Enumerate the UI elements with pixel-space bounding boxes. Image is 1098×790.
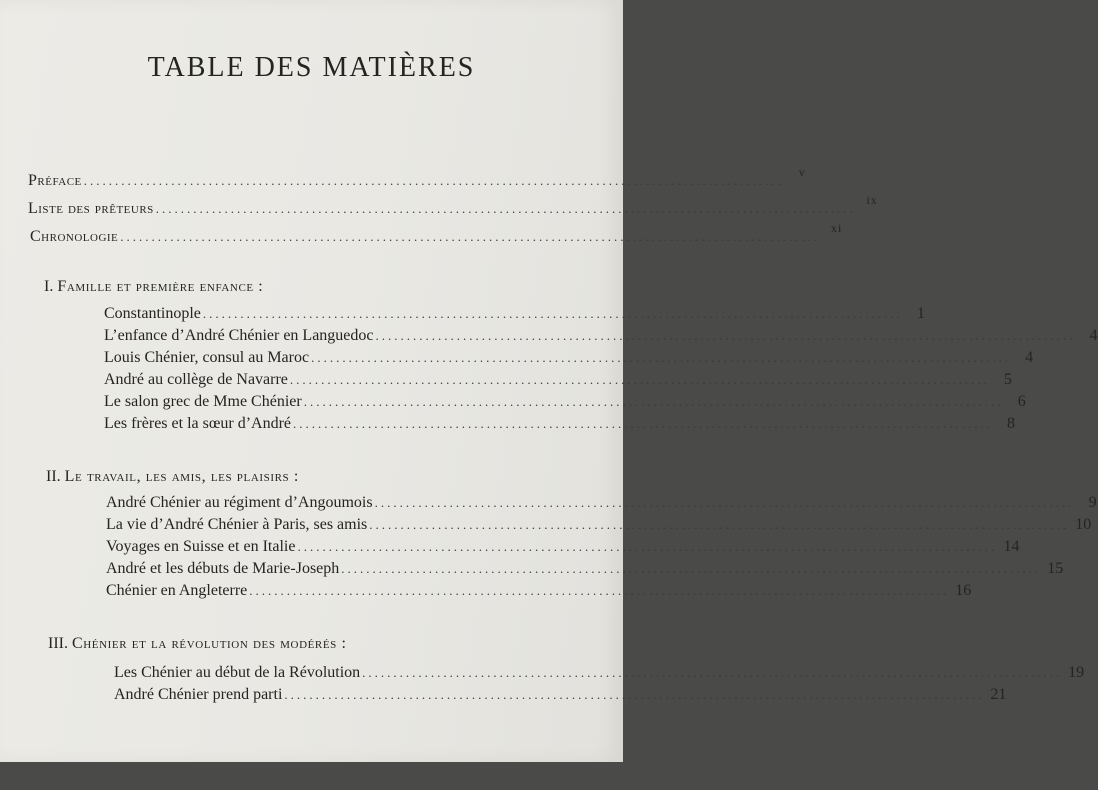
toc-entry[interactable] — [104, 371, 1012, 389]
leader-dots: ................................................................................................................ — [341, 561, 1042, 576]
leader-dots: ................................................................................................................ — [120, 229, 821, 244]
section-heading-2 — [46, 468, 299, 486]
toc-entry[interactable] — [114, 686, 1007, 704]
toc-entry[interactable] — [106, 582, 972, 600]
toc-entry[interactable] — [104, 327, 1098, 345]
toc-entry-page: 15 — [1047, 560, 1064, 577]
leader-dots: ................................................................................................................ — [83, 173, 784, 188]
toc-entry-label: André au collège de Navarre — [104, 371, 288, 388]
toc-entry-page: 4 — [1089, 327, 1098, 344]
leader-dots: ................................................................................................................ — [362, 665, 1063, 680]
toc-entry-page: 14 — [1003, 538, 1020, 555]
toc-entry-preface[interactable] — [28, 165, 806, 190]
leader-dots: ................................................................................................................ — [369, 517, 1070, 532]
section-number: I. — [44, 278, 54, 295]
toc-entry-label: Voyages en Suisse et en Italie — [106, 538, 296, 555]
toc-entry-page: xi — [830, 221, 843, 235]
leader-dots: ................................................................................................................ — [293, 416, 994, 431]
toc-entry-label: Le salon grec de Mme Chénier — [104, 393, 302, 410]
toc-entry-page: 1 — [916, 305, 925, 322]
leader-dots: ................................................................................................................ — [249, 583, 950, 598]
leader-dots: ................................................................................................................ — [284, 687, 985, 702]
toc-entry-chronology[interactable] — [30, 221, 843, 246]
toc-entry-label: Préface — [28, 172, 82, 189]
toc-entry-label: André Chénier au régiment d’Angoumois — [106, 494, 373, 511]
toc-entry-page: 4 — [1025, 349, 1034, 366]
toc-entry[interactable] — [106, 560, 1064, 578]
section-number: II. — [46, 468, 61, 485]
toc-entry[interactable] — [106, 494, 1097, 512]
section-heading-3 — [48, 635, 347, 653]
leader-dots: ................................................................................................................ — [303, 394, 1004, 409]
toc-entry-label: La vie d’André Chénier à Paris, ses amis — [106, 516, 368, 533]
toc-entry-page: 16 — [955, 582, 972, 599]
section-title: Chénier et la révolution des modérés : — [71, 635, 347, 652]
section-heading-1 — [44, 278, 263, 296]
section-number: III. — [48, 635, 68, 652]
toc-entry[interactable] — [114, 664, 1085, 682]
section-title: Le travail, les amis, les plaisirs : — [64, 468, 299, 485]
leader-dots: ................................................................................................................ — [202, 306, 903, 321]
toc-entry[interactable] — [104, 305, 925, 323]
toc-entry[interactable] — [106, 516, 1092, 534]
toc-entry-page: 19 — [1068, 664, 1085, 681]
toc-entry-label: André Chénier prend parti — [114, 686, 283, 703]
toc-entry-label: Liste des prêteurs — [28, 200, 154, 217]
toc-entry-page: v — [798, 165, 806, 179]
toc-entry-page: 8 — [1007, 415, 1016, 432]
toc-entry[interactable] — [104, 415, 1016, 433]
toc-entry[interactable] — [104, 393, 1026, 411]
leader-dots: ................................................................................................................ — [155, 201, 856, 216]
toc-entry-page: 10 — [1075, 516, 1092, 533]
toc-entry-page: 9 — [1088, 494, 1097, 511]
toc-entry-page: 5 — [1003, 371, 1012, 388]
toc-entry-lenders[interactable] — [28, 193, 878, 218]
page-title: TABLE DES MATIÈRES — [147, 52, 476, 83]
leader-dots: ................................................................................................................ — [297, 539, 998, 554]
toc-entry-label: Chénier en Angleterre — [106, 582, 248, 599]
toc-entry-label: Les frères et la sœur d’André — [104, 415, 292, 432]
leader-dots: ................................................................................................................ — [311, 350, 1012, 365]
toc-entry-label: L’enfance d’André Chénier en Languedoc — [104, 327, 374, 344]
toc-entry-page: ix — [866, 193, 878, 207]
toc-entry[interactable] — [104, 349, 1034, 367]
section-title: Famille et première enfance : — [57, 278, 264, 295]
toc-entry-label: Constantinople — [104, 305, 201, 322]
toc-entry-page: 21 — [990, 686, 1007, 703]
leader-dots: ................................................................................................................ — [289, 372, 990, 387]
toc-entry-label: Chronologie — [30, 228, 119, 245]
leader-dots: ................................................................................................................ — [374, 495, 1075, 510]
toc-entry-page: 6 — [1017, 393, 1026, 410]
leader-dots: ................................................................................................................ — [375, 328, 1076, 343]
toc-entry[interactable] — [106, 538, 1020, 556]
toc-entry-label: Louis Chénier, consul au Maroc — [104, 349, 310, 366]
toc-entry-label: Les Chénier au début de la Révolution — [114, 664, 361, 681]
toc-entry-label: André et les débuts de Marie-Joseph — [106, 560, 340, 577]
